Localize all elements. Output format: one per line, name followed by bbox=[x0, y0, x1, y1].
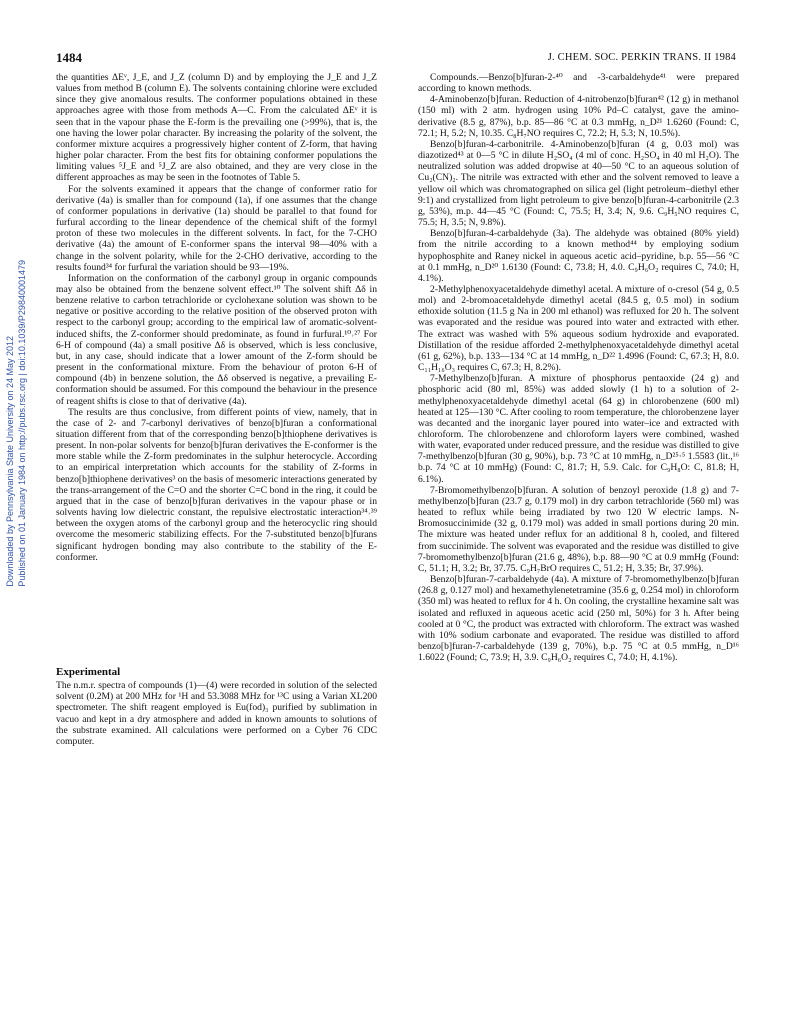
body-paragraph: For the solvents examined it appears that the change of conformer ratio for derivative (4a) is smaller than for compound (1a), if one assumes that the change of conformer populations in derivative (1a) should be parallel to that found for furfural according to the linear dependence of the chemical shift of the formyl proton of these two molecules in the different solvents. In fact, for the 7-CHO derivative (4a) the amount of E-conformer spans the interval 98—40% with a change in the solvent polarity, while for the 2-CHO derivative, according to the results found³⁴ for furfural the variation should be 93—19%. bbox=[56, 183, 377, 273]
procedure-paragraph: 4-Aminobenzo[b]furan. Reduction of 4-nitrobenzo[b]furan⁴² (12 g) in methanol (150 ml) with 2 atm. hydrogen using 10% Pd–C catalyst, gave the amino-derivative (8.5 g, 87%), b.p. 85—86 °C at 0.3 mmHg, n_D²¹ 1.6260 (Found: C, 72.1; H, 5.2; N, 10.35. C₈H₇NO requires C, 72.2; H, 5.3; N, 10.5%). bbox=[418, 94, 739, 139]
procedure-paragraph: Benzo[b]furan-7-carbaldehyde (4a). A mixture of 7-bromomethylbenzo[b]furan (26.8 g, 0.127 mol) and hexamethylenetetramine (35.6 g, 0.254 mol) in chloroform (350 ml) was heated to reflux for 4 h. On cooling, the crystalline hexamine salt was isolated and refluxed in aqueous acetic acid (250 ml, 50%) for 3 h. After being cooled at 0 °C, the product was extracted with chloroform. The extract was washed with 10% sodium carbonate and evaporated. The residue was distilled to afford benzo[b]furan-7-carbaldehyde (139 g, 70%), b.p. 75 °C at 0.5 mmHg, n_D¹⁶ 1.6022 (Found; C, 73.9; H, 3.9. C₉H₆O₂ requires C, 74.0; H, 4.1%). bbox=[418, 574, 739, 664]
download-watermark bbox=[4, 260, 28, 587]
left-column bbox=[56, 72, 377, 747]
body-paragraph: The results are thus conclusive, from different points of view, namely, that in the case of 2- and 7-carbonyl derivatives of benzo[b]furan a conformational situation different from that of the corresponding benzo[b]thiophene derivatives is present. In non-polar solvents for benzo[b]furan derivatives the E-conformer is the more stable while the Z-form predominates in the sulphur heterocycle. According to an empirical interpretation which accounts for the stability of Z-forms in benzo[b]thiophene derivatives³ on the basis of mesomeric interactions generated by the trans-arrangement of the C=O and the shorter C=C bond in the ring, it could be argued that in the case of benzo[b]furan derivatives in the vapour phase or in solvents having low dielectric constant, the repulsive electrostatic interaction³⁴˒³⁹ between the oxygen atoms of the carbonyl group and the heterocyclic ring should overcome the mesomeric stabilizing effects. For the 7-substituted benzo[b]furans significant hydrogen bonding may also contribute to the stability of the E-conformer. bbox=[56, 406, 377, 563]
body-paragraph: Information on the conformation of the carbonyl group in organic compounds may also be obtained from the benzene solvent effect.¹⁰ The solvent shift Δδ in benzene relative to carbon tetrachloride or cyclohexane solution was shown to be negative or positive according to the relative position of the observed proton with respect to the carbonyl group; according to the empirical law of aromatic-solvent-induced shifts, the Z-conformer should predominate, as found in furfural.¹⁰˒²⁷ For 6-H of compound (4a) a small positive Δδ is observed, which is less conclusive, but, in any case, should indicate that a lower amount of the Z-form should be present in the conformational mixture. From the behaviour of proton 6-H of compound (4b) in benzene solution, the Δδ observed is negative, a prevailing E-conformation should be assumed. For this compound the behaviour in the presence of reagent shifts is close to that of derivative (4a). bbox=[56, 272, 377, 407]
procedure-paragraph: Benzo[b]furan-4-carbonitrile. 4-Aminobenzo[b]furan (4 g, 0.03 mol) was diazotized⁴³ at 0—5 °C in dilute H₂SO₄ (4 ml of conc. H₂SO₄ in 40 ml H₂O). The neutralized solution was added dropwise at 40—50 °C to an aqueous solution of Cu₂(CN)₂. The nitrile was extracted with ether and the solvent removed to leave a yellow oil which was chromatographed on silica gel (light petroleum–diethyl ether 9:1) and crystallized from light petroleum to give benzo[b]furan-4-carbonitrile (2.3 g, 53%), m.p. 44—45 °C (Found: C, 75.5; H, 3.4; N, 9.6. C₉H₅NO requires C, 75.5; H, 3.5; N, 9.8%). bbox=[418, 138, 739, 229]
page-number: 1484 bbox=[56, 50, 82, 65]
experimental-paragraph: The n.m.r. spectra of compounds (1)—(4) were recorded in solution of the selected solvent (0.2M) at 200 MHz for ¹H and 53.3088 MHz for ¹³C using a Varian XL200 spectrometer. The shift reagent employed is Eu(fod)₃ purified by sublimation in vacuo and kept in a dry atmosphere and added in known amounts to solutions of the substrate examined. All calculations were performed on a Cyber 76 CDC computer. bbox=[56, 680, 377, 747]
body-paragraph: the quantities ΔEᵛ, J_E, and J_Z (column D) and by employing the J_E and J_Z values from method B (column E). The solvents containing chlorine were excluded since they give anomalous results. The conformer populations obtained in these approaches agree with those from methods A—C. From the calculated ΔEᵛ it is seen that in the vapour phase the E-form is the prevailing one (>99%), that is, the one having the lower polar character. By increasing the polarity of the solvent, the conformer mixture acquires a progressively higher content of Z-form, that having higher polar character. From the best fits for obtaining conformer populations the limiting values ⁵J_E and ⁵J_Z are also obtained, and they are very close in the different approaches as may be seen in the footnotes of Table 5. bbox=[56, 72, 377, 184]
published-note[interactable]: Published on 01 January 1984 on http://pubs.rsc.org | doi:10.1039/P29840001479 bbox=[17, 260, 27, 587]
experimental-heading: Experimental bbox=[56, 665, 121, 678]
procedure-paragraph: 7-Methylbenzo[b]furan. A mixture of phosphorus pentaoxide (24 g) and phosphoric acid (80 ml, 85%) was added slowly (1 h) to a solution of 2-methylphenoxyacetaldehyde dimethyl acetal (64 g) in chlorobenzene (600 ml) heated at 125—130 °C. After cooling to room temperature, the chlorobenzene layer was decanted and the inorganic layer poured into water–ice and extracted with chloroform. The chlorobenzene and chloroform layers were combined, washed with water, evaporated under reduced pressure, and the residue was distilled to give 7-methylbenzo[b]furan (30 g, 90%), b.p. 73 °C at 10 mmHg, n_D²⁵·⁵ 1.5583 (lit.,¹⁶ b.p. 74 °C at 10 mmHg) (Found: C, 81.7; H, 5.9. Calc. for C₉H₈O: C, 81.8; H, 6.1%). bbox=[418, 373, 739, 485]
procedure-paragraph: 7-Bromomethylbenzo[b]furan. A solution of benzoyl peroxide (1.8 g) and 7-methylbenzo[b]furan (23.7 g, 0.179 mol) in dry carbon tetrachloride (560 ml) was heated to reflux while being irradiated by two 120 W electric lamps. N-Bromosuccinimide (32 g, 0.179 mol) was added in small portions during 20 min. The mixture was heated under reflux for an additional 8 h, cooled, and filtered from succinimide. The solvent was evaporated and the residue was distilled to give 7-bromomethylbenzo[b]furan (21.6 g, 48%), b.p. 88—90 °C at 0.9 mmHg (Found: C, 51.1; H, 3.2; Br, 37.75. C₉H₇BrO requires C, 51.2; H, 3.35; Br, 37.9%). bbox=[418, 484, 739, 574]
download-note: Downloaded by Pennsylvania State University on 24 May 2012 bbox=[5, 335, 15, 587]
compounds-paragraph: Compounds.—Benzo[b]furan-2-⁴⁰ and -3-carbaldehyde⁴¹ were prepared according to known methods. bbox=[418, 72, 739, 95]
column-spacer bbox=[56, 563, 377, 653]
procedure-paragraph: 2-Methylphenoxyacetaldehyde dimethyl acetal. A mixture of o-cresol (54 g, 0.5 mol) and 2-bromoacetaldehyde dimethyl acetal (84.5 g, 0.5 mol) in sodium ethoxide solution (11.5 g Na in 200 ml ethanol) was refluxed for 20 h. The solvent was evaporated and the residue was poured into water and extracted with ether. The extract was washed with 5% aqueous sodium hydroxide and evaporated. Distillation of the residue afforded 2-methylphenoxyacetaldehyde dimethyl acetal (61 g, 62%), b.p. 133—134 °C at 14 mmHg, n_D²² 1.4996 (Found: C, 67.3; H, 8.0. C₁₁H₁₆O₃ requires C, 67.3; H, 8.2%). bbox=[418, 283, 739, 374]
running-head: J. CHEM. SOC. PERKIN TRANS. II 1984 bbox=[547, 52, 736, 63]
right-column bbox=[418, 72, 739, 663]
procedure-paragraph: Benzo[b]furan-4-carbaldehyde (3a). The aldehyde was obtained (80% yield) from the nitrile according to a known method⁴⁴ by employing sodium hypophosphite and Raney nickel in aqueous acetic acid–pyridine, b.p. 55—56 °C at 0.1 mmHg, n_D²⁰ 1.6130 (Found: C, 73.8; H, 4.0. C₉H₆O₂ requires C, 74.0; H, 4.1%). bbox=[418, 228, 739, 284]
